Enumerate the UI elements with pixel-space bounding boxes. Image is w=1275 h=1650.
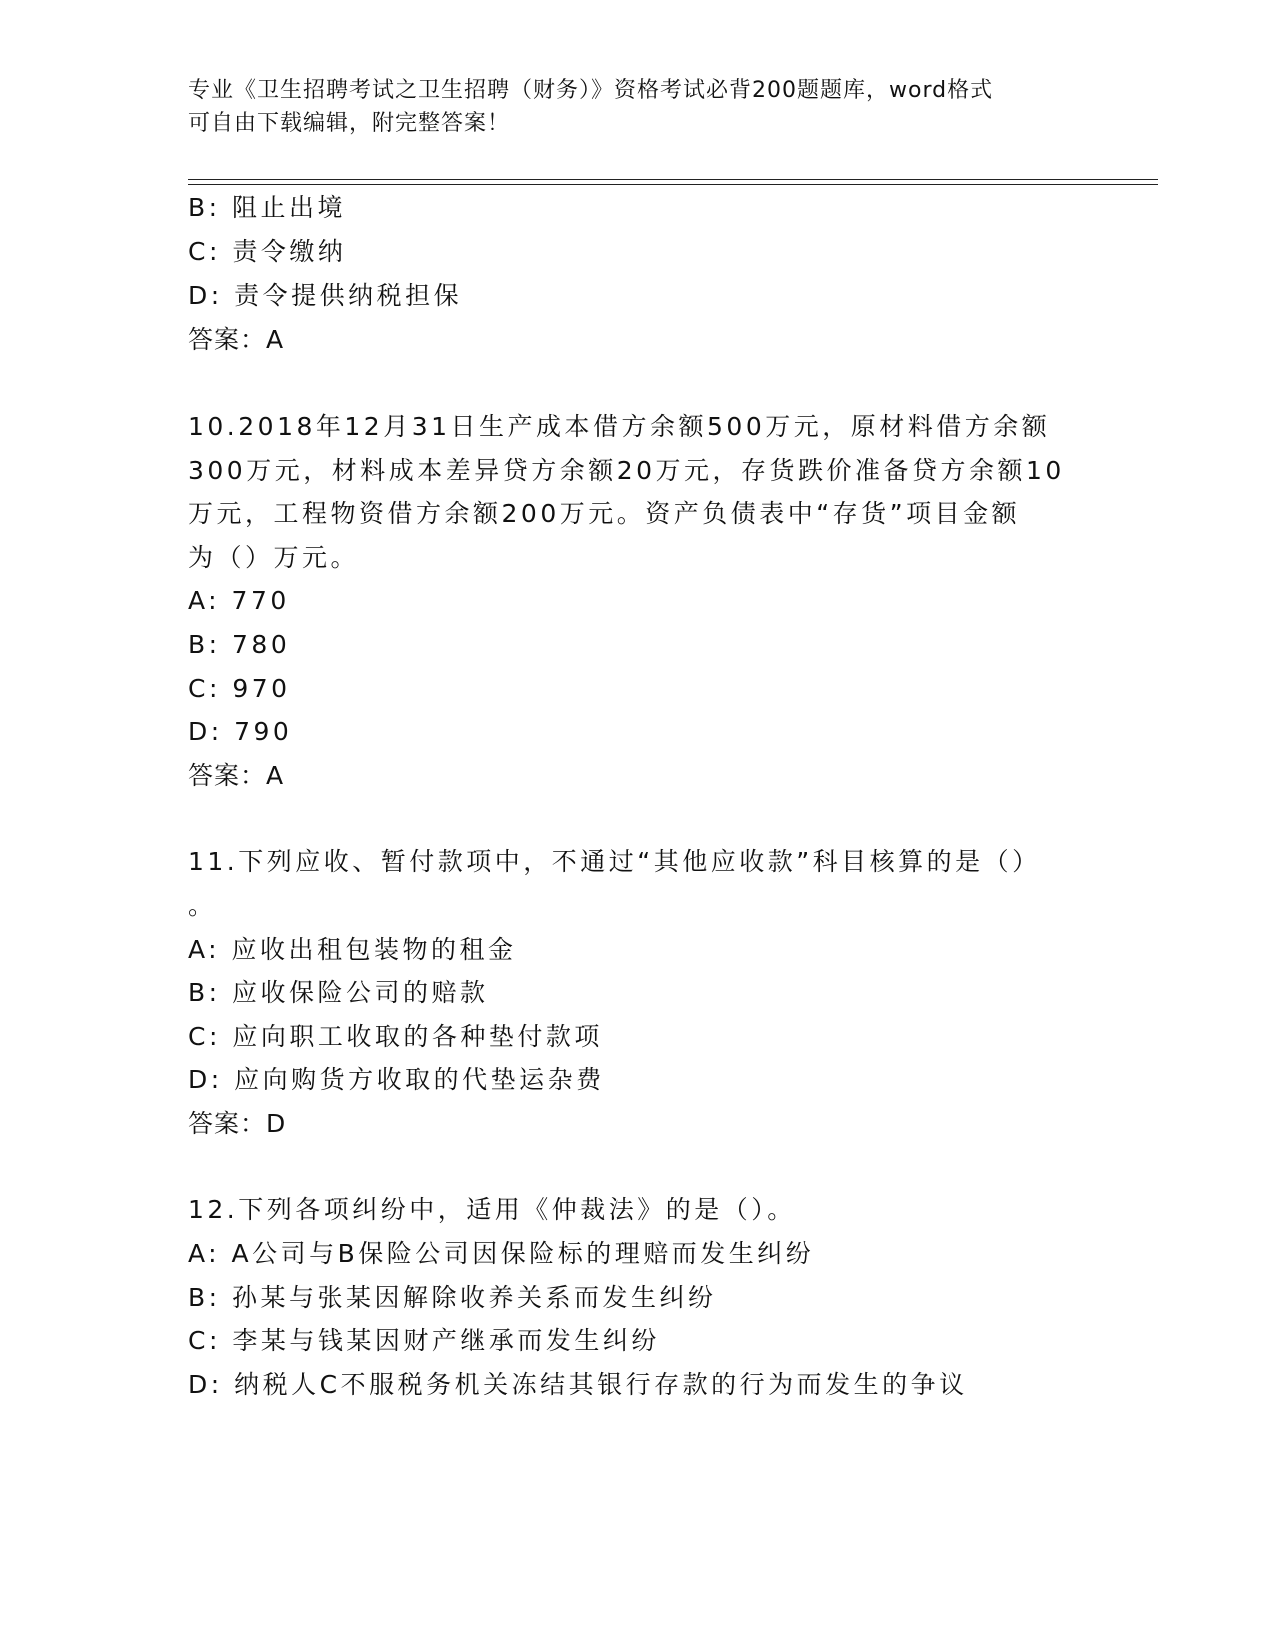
header-line-1: 专业《卫生招聘考试之卫生招聘（财务）》资格考试必背200题题库，word格式 <box>188 78 994 103</box>
q10-option-c: C: 970 <box>188 674 291 703</box>
q11-answer: 答案：D <box>188 1109 287 1138</box>
q11-option-c: C: 应向职工收取的各种垫付款项 <box>188 1022 603 1051</box>
q11-option-a: A: 应收出租包装物的租金 <box>188 935 517 964</box>
q12-stem-line-1: 12.下列各项纠纷中，适用《仲裁法》的是（）。 <box>188 1195 796 1224</box>
q10-stem-line-2: 300万元，材料成本差异贷方余额20万元，存货跌价准备贷方余额10 <box>188 456 1065 485</box>
q11-option-d: D: 应向购货方收取的代垫运杂费 <box>188 1065 605 1094</box>
q10-option-b: B: 780 <box>188 630 291 659</box>
q12-option-d: D: 纳税人C不服税务机关冻结其银行存款的行为而发生的争议 <box>188 1370 968 1399</box>
q10-option-d: D: 790 <box>188 717 293 746</box>
q10-answer: 答案：A <box>188 761 285 790</box>
q10-stem-line-3: 万元，工程物资借方余额200万元。资产负债表中“存货”项目金额 <box>188 499 1021 528</box>
q9-option-c: C: 责令缴纳 <box>188 237 347 266</box>
q10-stem-line-1: 10.2018年12月31日生产成本借方余额500万元，原材料借方余额 <box>188 412 1051 441</box>
q9-answer: 答案：A <box>188 325 285 354</box>
header-line-2: 可自由下载编辑，附完整答案！ <box>188 111 511 136</box>
q9-option-d: D: 责令提供纳税担保 <box>188 281 463 310</box>
q12-option-a: A: A公司与B保险公司因保险标的理赔而发生纠纷 <box>188 1239 815 1268</box>
q10-option-a: A: 770 <box>188 586 290 615</box>
header-divider-top <box>188 179 1158 180</box>
document-header <box>188 74 1088 140</box>
q12-option-c: C: 李某与钱某因财产继承而发生纠纷 <box>188 1326 660 1355</box>
header-divider-bottom <box>188 184 1158 185</box>
q9-option-b: B: 阻止出境 <box>188 193 347 222</box>
q11-stem-line-2: 。 <box>188 891 217 920</box>
q11-option-b: B: 应收保险公司的赔款 <box>188 978 489 1007</box>
q11-stem-line-1: 11.下列应收、暂付款项中，不通过“其他应收款”科目核算的是（） <box>188 847 1041 876</box>
q10-stem-line-4: 为（）万元。 <box>188 543 360 572</box>
q12-option-b: B: 孙某与张某因解除收养关系而发生纠纷 <box>188 1283 717 1312</box>
